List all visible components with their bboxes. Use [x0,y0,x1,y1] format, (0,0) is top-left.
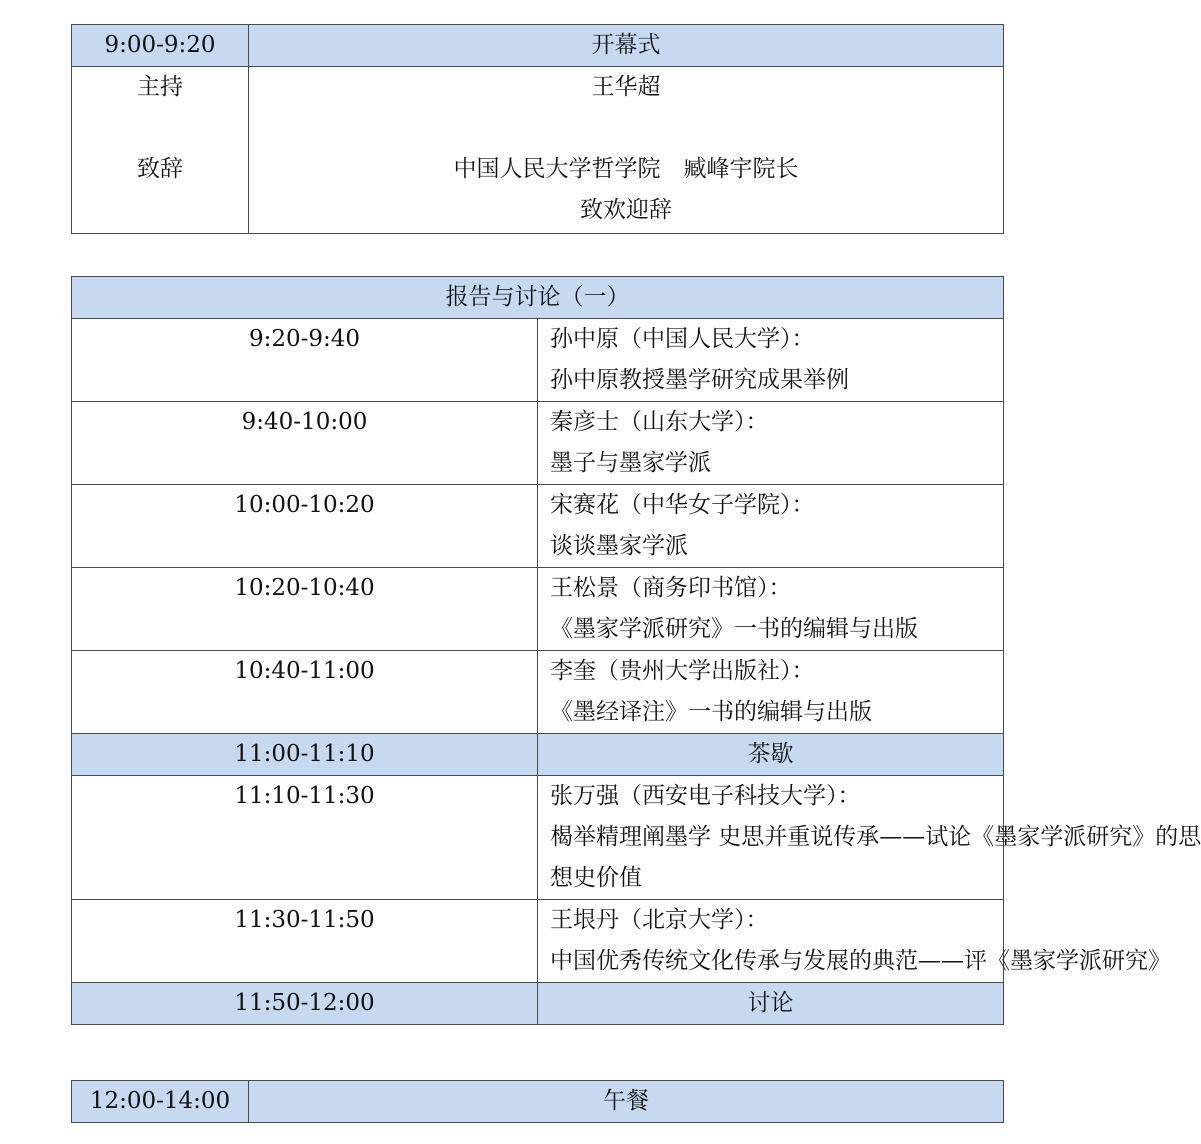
session1-header-cell [72,277,1004,319]
talk-speaker: 张万强（西安电子科技大学）： [550,783,861,809]
session1-title: 报告与讨论（一） [445,284,630,310]
opening-title-cell [249,25,1004,67]
talk-topic: 《墨家学派研究》一书的编辑与出版 [550,616,918,642]
talk-time: 10:00-10:20 [234,492,375,518]
talk-speaker: 李奎（贵州大学出版社）： [550,658,815,684]
talk-time: 11:10-11:30 [234,783,375,809]
opening-time: 9:00-9:20 [104,32,216,58]
talk-row [72,485,1004,568]
talk-time: 11:30-11:50 [234,907,375,933]
speech-label: 致辞 [137,156,183,182]
break-row [72,734,1004,776]
talk-topic-continued: 想史价值 [550,865,642,891]
opening-content-cell [249,67,1004,234]
talk-time: 10:20-10:40 [234,575,375,601]
opening-labels-cell [72,67,249,234]
lunch-label: 午餐 [603,1088,649,1114]
talk-topic: 墨子与墨家学派 [550,450,711,476]
break-time: 11:00-11:10 [234,741,375,767]
lunch-label-cell [249,1081,1004,1123]
host-label: 主持 [137,74,183,100]
talk-row [72,651,1004,734]
talk-time: 10:40-11:00 [234,658,375,684]
lunch-time: 12:00-14:00 [89,1088,231,1114]
talk-topic: 楬举精理阐墨学 史思并重说传承——试论《墨家学派研究》的思 [550,824,1201,850]
session1-table [71,276,1201,1025]
talk-speaker: 秦彦士（山东大学）： [550,409,769,435]
talk-row [72,568,1004,651]
lunch-time-cell [72,1081,249,1123]
talk-row [72,402,1004,485]
talk-topic: 谈谈墨家学派 [550,533,688,559]
discussion-label: 讨论 [747,990,794,1016]
discussion-time: 11:50-12:00 [234,990,375,1016]
speech-line-2: 致欢迎辞 [580,197,672,223]
talk-row [72,900,1004,983]
talk-topic: 孙中原教授墨学研究成果举例 [550,367,849,393]
talk-row [72,319,1004,402]
talk-topic: 中国优秀传统文化传承与发展的典范——评《墨家学派研究》 [550,948,1171,974]
talk-time: 9:20-9:40 [248,326,361,352]
opening-table [71,24,1004,234]
discussion-row [72,983,1004,1025]
talk-row [72,776,1004,900]
host-name: 王华超 [591,74,661,100]
talk-speaker: 宋赛花（中华女子学院）： [550,492,815,518]
talk-speaker: 王垠丹（北京大学）： [550,907,769,933]
opening-title: 开幕式 [591,32,661,58]
talk-time: 9:40-10:00 [241,409,368,435]
lunch-table [71,1080,1004,1123]
talk-topic: 《墨经译注》一书的编辑与出版 [550,699,872,725]
talk-speaker: 王松景（商务印书馆）： [550,575,792,601]
speech-line-1: 中国人民大学哲学院 臧峰宇院长 [453,156,799,182]
break-label: 茶歇 [747,741,794,767]
talk-speaker: 孙中原（中国人民大学）： [550,326,815,352]
opening-time-cell [72,25,249,67]
